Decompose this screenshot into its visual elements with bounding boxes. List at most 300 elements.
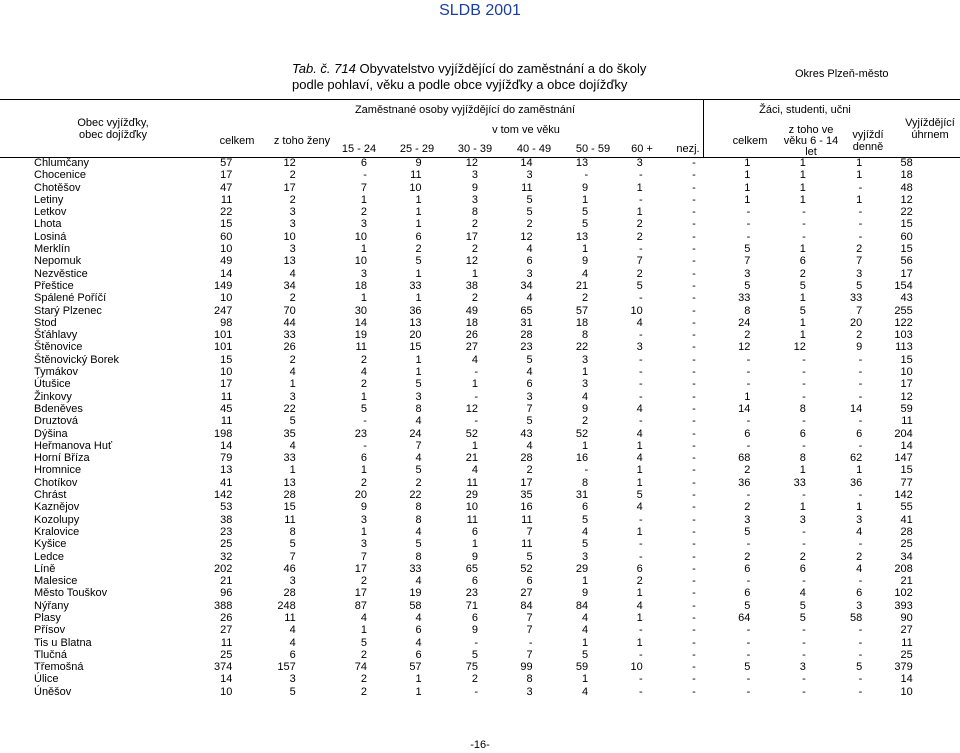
row-value: 34 (520, 279, 533, 292)
row-value: 60 (900, 230, 913, 243)
row-value: - (802, 648, 806, 661)
row-value: 4 (581, 267, 589, 280)
row-value: 255 (894, 304, 913, 317)
row-value: - (639, 550, 643, 563)
row-value: 5 (856, 279, 863, 292)
header-z-toho-ve: z toho ve (788, 124, 834, 136)
row-value: 5 (636, 489, 643, 502)
row-value: 41 (900, 513, 913, 526)
row-value: - (692, 464, 696, 477)
row-value: 1 (636, 181, 643, 194)
row-value: 3 (289, 243, 296, 256)
row-value: 9 (581, 402, 589, 415)
row-value: 32 (220, 550, 233, 563)
table-row (0, 637, 960, 649)
row-value: 65 (520, 304, 533, 317)
row-value: - (858, 230, 863, 243)
row-value: 21 (220, 575, 233, 588)
row-value: - (639, 353, 643, 366)
row-value: - (639, 538, 643, 551)
header-employed-group: Zaměstnané osoby vyjíždějící do zaměstnání (354, 104, 576, 116)
row-value: 11 (220, 390, 233, 403)
row-value: 96 (220, 587, 233, 600)
row-value: 4 (581, 390, 589, 403)
row-value: 24 (409, 427, 422, 440)
row-value: 38 (465, 279, 478, 292)
row-value: 14 (354, 316, 367, 329)
row-value: 6 (526, 255, 533, 268)
row-value: 17 (283, 181, 296, 194)
row-value: 11 (521, 181, 533, 194)
row-value: - (692, 575, 696, 588)
header-v-tom-ve-veku: v tom ve věku (492, 124, 560, 136)
row-value: - (474, 685, 478, 698)
row-value: - (746, 685, 751, 698)
row-value: 6 (471, 575, 478, 588)
row-value: 1 (471, 538, 478, 551)
row-value: 6 (526, 575, 533, 588)
row-value: 59 (575, 661, 589, 674)
row-value: - (528, 636, 533, 649)
row-value: 7 (289, 550, 296, 563)
row-value: 3 (471, 169, 478, 182)
row-value: 2 (360, 685, 367, 698)
row-value: 3 (415, 390, 422, 403)
row-value: 14 (220, 673, 233, 686)
row-value: 10 (630, 304, 643, 317)
table-row (0, 661, 960, 673)
row-value: 21 (900, 575, 913, 588)
row-value: 28 (283, 587, 296, 600)
row-value: - (474, 390, 478, 403)
row-value: 2 (581, 292, 589, 305)
row-value: 247 (213, 304, 233, 317)
row-value: 3 (581, 378, 589, 391)
header-denne: denně (852, 141, 884, 153)
row-value: 36 (409, 304, 422, 317)
row-value: - (692, 587, 696, 600)
row-municipality: Nýřany (34, 599, 69, 612)
header-celkem: celkem (219, 135, 255, 147)
row-value: 388 (213, 599, 233, 612)
row-municipality: Druztová (34, 415, 79, 428)
row-value: 23 (354, 427, 367, 440)
row-value: 9 (581, 255, 589, 268)
row-value: 11 (220, 636, 233, 649)
row-value: - (746, 353, 751, 366)
row-value: 28 (520, 329, 533, 342)
row-value: 4 (526, 439, 533, 452)
table-row (0, 268, 960, 280)
row-value: - (692, 636, 696, 649)
row-value: - (639, 329, 643, 342)
row-value: 102 (894, 587, 913, 600)
row-value: - (363, 439, 367, 452)
row-value: 7 (526, 525, 533, 538)
row-value: 12 (465, 255, 478, 268)
row-value: - (858, 218, 863, 231)
row-value: - (692, 525, 696, 538)
table-row (0, 391, 960, 403)
row-municipality: Tlučná (34, 648, 68, 661)
row-value: - (639, 648, 643, 661)
row-value: 1 (581, 673, 589, 686)
row-value: 5 (744, 243, 751, 256)
row-value: - (858, 624, 863, 637)
row-value: 5 (799, 304, 806, 317)
row-value: 1 (799, 181, 806, 194)
table-row (0, 231, 960, 243)
row-value: 4 (636, 452, 643, 465)
row-value: 1 (856, 169, 863, 182)
table-row (0, 354, 960, 366)
row-value: 1 (799, 193, 806, 206)
row-value: - (692, 230, 696, 243)
row-value: 49 (465, 304, 478, 317)
row-value: - (802, 353, 806, 366)
row-value: 142 (894, 489, 913, 502)
row-value: 12 (465, 157, 478, 169)
row-value: 2 (289, 169, 296, 182)
row-value: - (692, 378, 696, 391)
row-value: 1 (636, 587, 643, 600)
table-row (0, 280, 960, 292)
row-municipality: Kyšice (34, 538, 67, 551)
row-municipality: Hromnice (34, 464, 82, 477)
row-value: 3 (636, 341, 643, 354)
row-value: 14 (738, 402, 751, 415)
row-value: 1 (636, 206, 643, 219)
row-value: - (692, 489, 696, 502)
row-value: 68 (738, 452, 751, 465)
row-value: 12 (465, 402, 478, 415)
row-value: 5 (581, 648, 589, 661)
row-value: 3 (799, 513, 806, 526)
row-value: - (858, 538, 863, 551)
row-value: 1 (360, 464, 367, 477)
header-age-15-24: 15 - 24 (341, 143, 377, 155)
row-value: 2 (289, 193, 296, 206)
row-value: 5 (856, 661, 863, 674)
page-number: -16- (470, 739, 490, 751)
table-row (0, 428, 960, 440)
row-value: 2 (744, 464, 751, 477)
row-value: 1 (415, 366, 422, 379)
row-value: 18 (465, 316, 478, 329)
row-value: 1 (636, 525, 643, 538)
row-value: 1 (415, 206, 422, 219)
row-value: 44 (283, 316, 296, 329)
row-value: 4 (799, 587, 806, 600)
row-value: 33 (793, 476, 806, 489)
row-value: 4 (636, 501, 643, 514)
row-value: 1 (415, 267, 422, 280)
row-value: 15 (900, 353, 913, 366)
row-value: 28 (520, 452, 533, 465)
row-value: - (746, 673, 751, 686)
row-value: 11 (284, 611, 296, 624)
row-municipality: Přísov (34, 624, 66, 637)
row-value: 99 (520, 661, 533, 674)
row-value: 208 (894, 562, 913, 575)
row-value: 8 (471, 206, 478, 219)
row-value: 14 (220, 439, 233, 452)
row-value: 14 (520, 157, 533, 169)
row-value: 8 (799, 402, 806, 415)
row-value: 16 (520, 501, 533, 514)
row-value: 12 (900, 390, 913, 403)
row-value: 198 (213, 427, 233, 440)
row-value: - (858, 636, 863, 649)
row-value: - (692, 279, 696, 292)
row-value: 7 (360, 550, 367, 563)
header-age-40-49: 40 - 49 (516, 143, 552, 155)
row-value: 8 (526, 673, 533, 686)
row-value: 4 (636, 402, 643, 415)
row-value: 36 (738, 476, 751, 489)
row-value: 3 (799, 661, 806, 674)
row-value: 14 (900, 673, 913, 686)
row-value: - (474, 366, 478, 379)
row-value: 4 (526, 366, 533, 379)
row-value: 3 (856, 599, 863, 612)
row-value: 11 (355, 341, 367, 354)
row-value: 15 (283, 501, 296, 514)
row-value: 8 (415, 513, 422, 526)
row-value: 2 (636, 230, 643, 243)
row-value: 3 (856, 513, 863, 526)
row-value: 1 (471, 378, 478, 391)
row-value: - (858, 489, 863, 502)
row-value: 13 (283, 255, 296, 268)
row-value: - (802, 489, 806, 502)
row-value: 15 (900, 218, 913, 231)
row-municipality: Starý Plzenec (34, 304, 102, 317)
row-value: - (746, 575, 751, 588)
row-value: 20 (850, 316, 863, 329)
row-value: 1 (360, 193, 367, 206)
row-value: - (746, 439, 751, 452)
row-value: 28 (900, 525, 913, 538)
row-value: 5 (581, 538, 589, 551)
data-table (0, 157, 960, 698)
row-value: 36 (850, 476, 863, 489)
row-value: 17 (220, 169, 233, 182)
row-value: 4 (526, 243, 533, 256)
row-value: 2 (360, 353, 367, 366)
row-value: 1 (744, 157, 751, 169)
row-value: - (692, 304, 696, 317)
row-value: 4 (636, 599, 643, 612)
row-value: 2 (581, 415, 589, 428)
row-value: 2 (360, 378, 367, 391)
row-value: 10 (283, 230, 296, 243)
row-value: 4 (526, 292, 533, 305)
row-value: 5 (526, 550, 533, 563)
table-row (0, 378, 960, 390)
row-value: 2 (744, 501, 751, 514)
row-value: - (858, 439, 863, 452)
row-value: 11 (220, 415, 233, 428)
row-value: 1 (799, 501, 806, 514)
row-value: - (858, 378, 863, 391)
row-value: 57 (575, 304, 589, 317)
row-value: 1 (415, 292, 422, 305)
row-value: 1 (856, 193, 863, 206)
table-row (0, 440, 960, 452)
row-value: 1 (636, 636, 643, 649)
row-value: 8 (581, 329, 589, 342)
row-value: 90 (900, 611, 913, 624)
row-value: 4 (415, 636, 422, 649)
row-value: 2 (744, 329, 751, 342)
row-value: 6 (415, 230, 422, 243)
row-value: - (802, 636, 806, 649)
row-value: 5 (526, 415, 533, 428)
row-value: - (639, 415, 643, 428)
row-value: 4 (636, 427, 643, 440)
row-value: 5 (289, 685, 296, 698)
row-value: - (802, 415, 806, 428)
row-value: 2 (636, 267, 643, 280)
row-value: 11 (521, 538, 533, 551)
table-row (0, 243, 960, 255)
row-municipality: Nezvěstice (34, 267, 88, 280)
row-value: 2 (636, 575, 643, 588)
row-value: 3 (360, 218, 367, 231)
row-value: 2 (636, 218, 643, 231)
row-value: 2 (856, 329, 863, 342)
row-value: - (692, 316, 696, 329)
row-value: 8 (415, 402, 422, 415)
row-value: - (746, 538, 751, 551)
table-number: Tab. č. 714 (292, 61, 356, 76)
row-value: 65 (465, 562, 478, 575)
row-value: 11 (521, 513, 533, 526)
row-value: 4 (471, 464, 478, 477)
row-value: 5 (415, 464, 422, 477)
header-age-30-39: 30 - 39 (457, 143, 493, 155)
row-value: 13 (220, 464, 233, 477)
row-value: 10 (630, 661, 643, 674)
row-value: 38 (220, 513, 233, 526)
row-value: 4 (360, 366, 367, 379)
row-value: 3 (289, 390, 296, 403)
row-value: - (692, 550, 696, 563)
row-value: 8 (289, 525, 296, 538)
row-municipality: Ledce (34, 550, 64, 563)
row-value: 3 (360, 538, 367, 551)
row-value: 154 (894, 279, 913, 292)
row-value: 27 (520, 587, 533, 600)
row-value: 1 (636, 476, 643, 489)
row-municipality: Bdeněves (34, 402, 83, 415)
row-value: 9 (471, 624, 478, 637)
region-label: Okres Plzeň-město (795, 68, 889, 80)
row-value: 49 (220, 255, 233, 268)
row-value: - (746, 648, 751, 661)
row-value: 79 (220, 452, 233, 465)
row-value: 55 (900, 501, 913, 514)
row-value: - (692, 624, 696, 637)
row-value: 1 (360, 525, 367, 538)
row-value: 26 (220, 611, 233, 624)
row-value: - (802, 673, 806, 686)
row-value: 34 (900, 550, 913, 563)
row-value: 25 (220, 538, 233, 551)
row-value: 2 (526, 464, 533, 477)
header-uhrnem: úhrnem (911, 129, 949, 141)
row-municipality: Chrást (34, 489, 67, 502)
header-veku-6-14: věku 6 - 14 (783, 135, 839, 147)
row-value: - (802, 685, 806, 698)
row-value: 3 (581, 550, 589, 563)
row-value: 47 (220, 181, 233, 194)
row-value: 7 (526, 648, 533, 661)
row-value: - (802, 378, 806, 391)
row-value: 9 (471, 550, 478, 563)
row-value: - (692, 599, 696, 612)
row-value: - (639, 390, 643, 403)
row-value: 17 (900, 267, 913, 280)
row-value: 56 (900, 255, 913, 268)
row-value: 6 (856, 427, 863, 440)
row-value: 23 (520, 341, 533, 354)
row-value: - (692, 390, 696, 403)
row-value: 4 (415, 611, 422, 624)
row-value: 5 (581, 218, 589, 231)
row-value: 52 (575, 427, 589, 440)
row-value: 31 (520, 316, 533, 329)
row-value: 1 (744, 181, 751, 194)
row-value: 34 (283, 279, 296, 292)
table-title-line2: podle pohlaví, věku a podle obce vyjížďky a obce dojížďky (292, 77, 628, 92)
row-value: 3 (526, 390, 533, 403)
row-value: 12 (520, 230, 533, 243)
row-value: 7 (415, 439, 422, 452)
row-municipality: Nepomuk (34, 255, 82, 268)
row-municipality: Tis u Blatna (34, 636, 92, 649)
row-municipality: Útušice (34, 378, 71, 391)
row-value: - (692, 513, 696, 526)
table-row (0, 329, 960, 341)
row-municipality: Žinkovy (34, 390, 72, 403)
header-age-nezj: nezj. (676, 143, 700, 155)
row-value: 4 (415, 415, 422, 428)
row-value: 18 (354, 279, 367, 292)
row-value: 16 (575, 452, 589, 465)
table-row (0, 452, 960, 464)
row-value: 35 (520, 489, 533, 502)
row-value: 18 (900, 169, 913, 182)
row-value: 8 (581, 476, 589, 489)
row-value: 122 (894, 316, 913, 329)
row-value: 13 (409, 316, 422, 329)
table-row (0, 575, 960, 587)
row-value: 6 (289, 648, 296, 661)
row-value: 1 (799, 464, 806, 477)
row-value: 4 (415, 575, 422, 588)
row-value: 15 (220, 353, 233, 366)
row-value: 10 (220, 685, 233, 698)
row-value: 6 (744, 562, 751, 575)
row-value: 4 (415, 452, 422, 465)
row-value: - (746, 206, 751, 219)
row-value: - (692, 341, 696, 354)
row-value: - (858, 181, 863, 194)
row-value: 15 (900, 464, 913, 477)
row-value: 2 (471, 673, 478, 686)
